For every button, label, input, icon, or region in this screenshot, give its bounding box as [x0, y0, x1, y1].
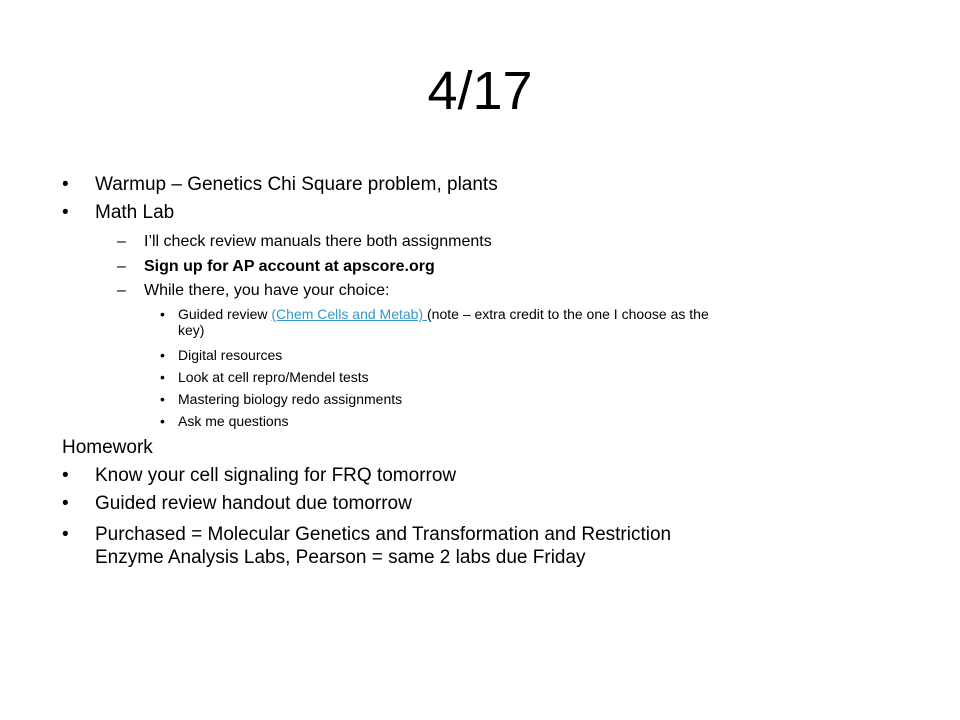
bullet-icon: • [62, 202, 69, 223]
slide-title: 4/17 [427, 61, 533, 121]
bullet-icon: • [160, 347, 165, 363]
check-manuals-item: I’ll check review manuals there both assignments [144, 233, 492, 250]
bullet-icon: • [62, 524, 69, 545]
choice-item: While there, you have your choice: [144, 282, 390, 299]
guided-review-note-continued: key) [178, 322, 205, 338]
purchased-item-line2: Enzyme Analysis Labs, Pearson = same 2 labs due Friday [95, 547, 586, 568]
bullet-icon: • [160, 369, 165, 385]
dash-icon: – [117, 258, 126, 275]
homework-heading: Homework [62, 437, 153, 458]
bullet-icon: • [160, 413, 165, 429]
guided-review-prefix: Guided review [178, 306, 272, 322]
digital-resources-item: Digital resources [178, 347, 283, 363]
math-lab-item: Math Lab [95, 202, 175, 223]
chem-cells-metab-link[interactable]: (Chem Cells and Metab) [271, 306, 428, 322]
guided-handout-item: Guided review handout due tomorrow [95, 493, 412, 514]
tests-item: Look at cell repro/Mendel tests [178, 369, 369, 385]
bullet-icon: • [62, 493, 69, 514]
bullet-icon: • [160, 391, 165, 407]
bullet-icon: • [160, 306, 165, 322]
dash-icon: – [117, 233, 126, 250]
purchased-item-line1: Purchased = Molecular Genetics and Transformation and Restriction [95, 524, 672, 545]
guided-review-item [178, 306, 709, 322]
dash-icon: – [117, 282, 126, 299]
guided-review-note: (note – extra credit to the one I choose as the [427, 306, 709, 322]
bullet-icon: • [62, 465, 69, 486]
sign-up-item: Sign up for AP account at apscore.org [144, 258, 435, 275]
mastering-item: Mastering biology redo assignments [178, 391, 403, 407]
warmup-item: Warmup – Genetics Chi Square problem, plants [95, 174, 498, 195]
questions-item: Ask me questions [178, 413, 289, 429]
bullet-icon: • [62, 174, 69, 195]
cell-signaling-item: Know your cell signaling for FRQ tomorrow [95, 465, 457, 486]
